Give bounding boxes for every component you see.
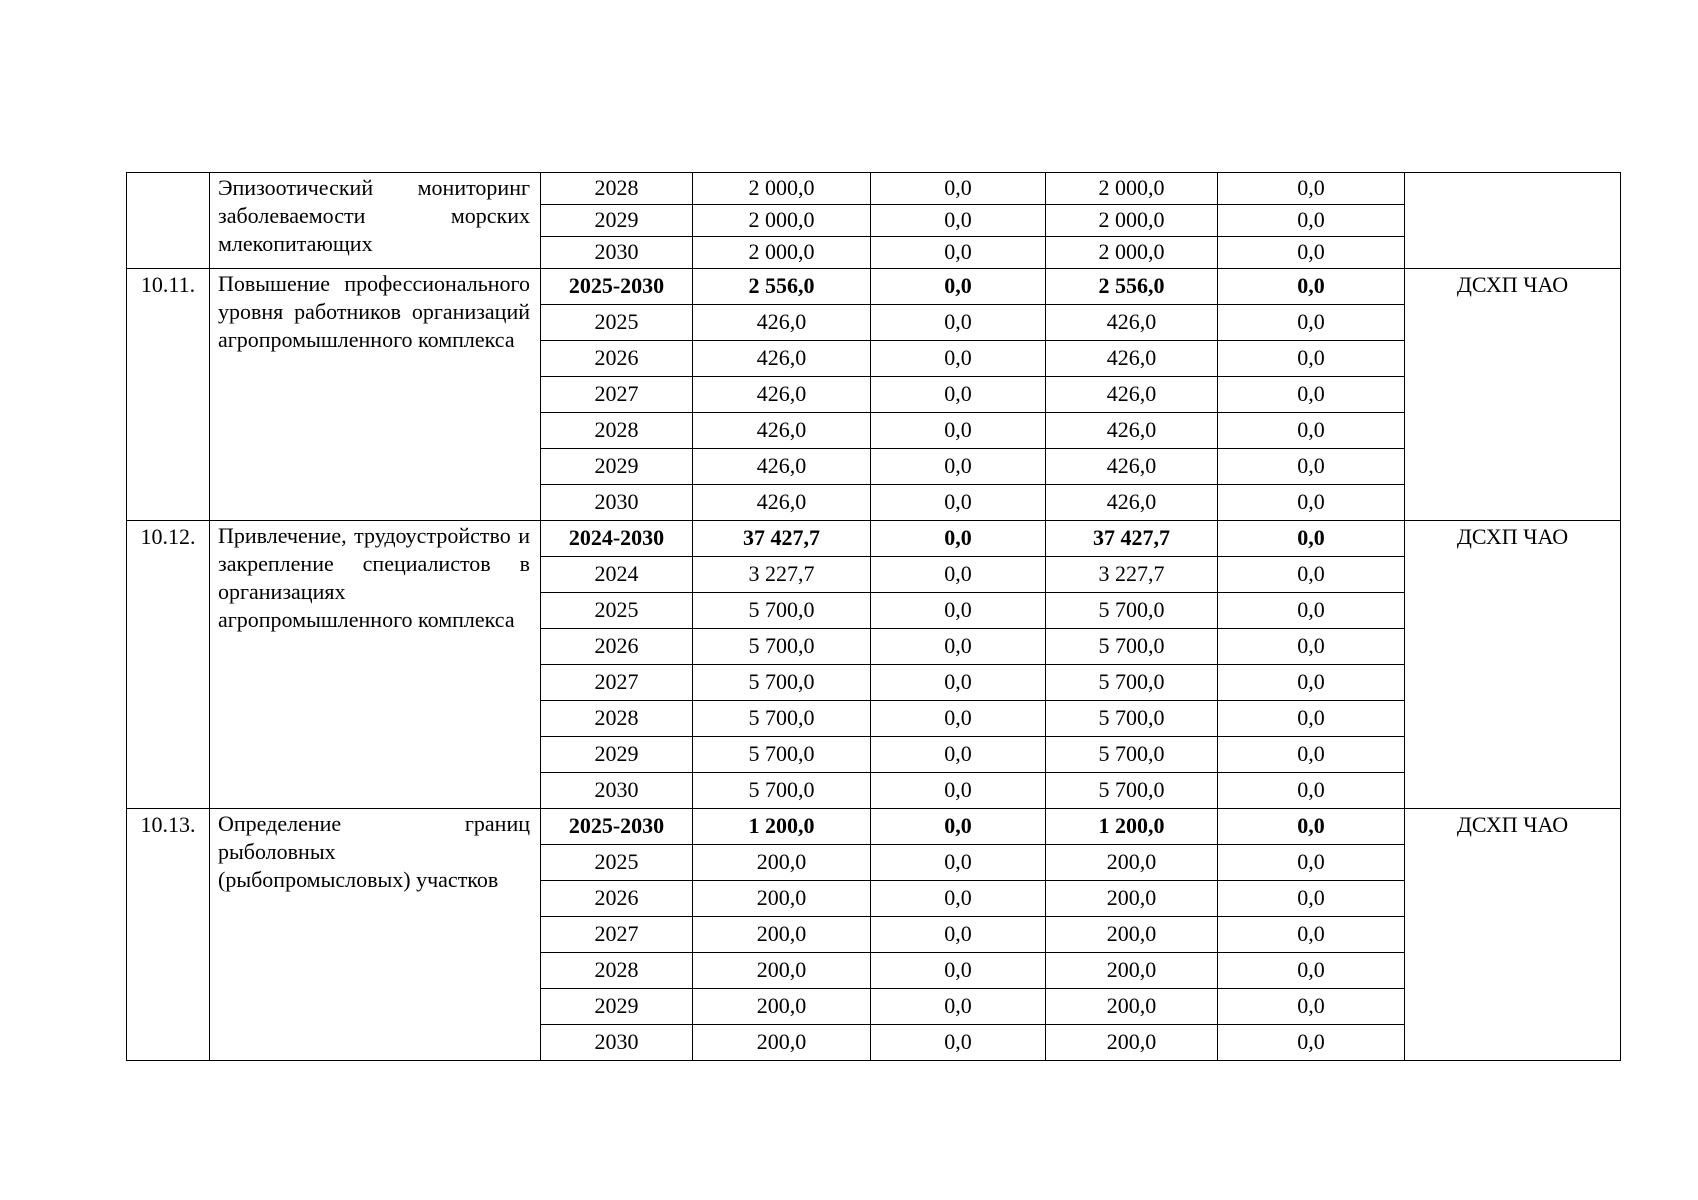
other-sources-cell: 0,0 — [1218, 557, 1405, 593]
federal-budget-cell: 0,0 — [871, 629, 1046, 665]
period-cell: 2030 — [541, 237, 693, 269]
table-row-total — [127, 521, 1621, 557]
other-sources-cell: 0,0 — [1218, 737, 1405, 773]
regional-budget-cell: 426,0 — [1046, 341, 1218, 377]
item-description: Определение границ рыболовных (рыбопромысловых) участков — [210, 809, 541, 1061]
total-amount-cell: 37 427,7 — [693, 521, 871, 557]
total-amount-cell: 3 227,7 — [693, 557, 871, 593]
period-cell: 2029 — [541, 737, 693, 773]
total-amount-cell: 426,0 — [693, 341, 871, 377]
item-number — [127, 173, 210, 269]
period-cell: 2029 — [541, 989, 693, 1025]
regional-budget-cell: 2 000,0 — [1046, 173, 1218, 205]
period-cell: 2026 — [541, 629, 693, 665]
total-amount-cell: 2 000,0 — [693, 237, 871, 269]
period-cell: 2027 — [541, 917, 693, 953]
other-sources-cell: 0,0 — [1218, 485, 1405, 521]
federal-budget-cell: 0,0 — [871, 269, 1046, 305]
regional-budget-cell: 200,0 — [1046, 917, 1218, 953]
other-sources-cell: 0,0 — [1218, 305, 1405, 341]
table-row-total — [127, 809, 1621, 845]
federal-budget-cell: 0,0 — [871, 665, 1046, 701]
item-description: Повышение профессионального уровня работников организаций агропромышленного комплекса — [210, 269, 541, 521]
other-sources-cell: 0,0 — [1218, 521, 1405, 557]
regional-budget-cell: 426,0 — [1046, 485, 1218, 521]
period-cell: 2026 — [541, 881, 693, 917]
regional-budget-cell: 200,0 — [1046, 989, 1218, 1025]
total-amount-cell: 2 000,0 — [693, 173, 871, 205]
regional-budget-cell: 5 700,0 — [1046, 665, 1218, 701]
federal-budget-cell: 0,0 — [871, 173, 1046, 205]
budget-table — [126, 172, 1621, 1061]
regional-budget-cell: 5 700,0 — [1046, 629, 1218, 665]
federal-budget-cell: 0,0 — [871, 773, 1046, 809]
responsible-executor — [1405, 173, 1621, 269]
federal-budget-cell: 0,0 — [871, 449, 1046, 485]
other-sources-cell: 0,0 — [1218, 809, 1405, 845]
federal-budget-cell: 0,0 — [871, 701, 1046, 737]
period-cell: 2028 — [541, 953, 693, 989]
total-amount-cell: 200,0 — [693, 989, 871, 1025]
total-amount-cell: 426,0 — [693, 449, 871, 485]
other-sources-cell: 0,0 — [1218, 665, 1405, 701]
other-sources-cell: 0,0 — [1218, 269, 1405, 305]
federal-budget-cell: 0,0 — [871, 237, 1046, 269]
responsible-executor: ДСХП ЧАО — [1405, 809, 1621, 1061]
total-amount-cell: 5 700,0 — [693, 737, 871, 773]
period-cell: 2030 — [541, 1025, 693, 1061]
federal-budget-cell: 0,0 — [871, 521, 1046, 557]
responsible-executor: ДСХП ЧАО — [1405, 269, 1621, 521]
period-cell: 2027 — [541, 665, 693, 701]
other-sources-cell: 0,0 — [1218, 173, 1405, 205]
other-sources-cell: 0,0 — [1218, 989, 1405, 1025]
period-cell: 2025 — [541, 305, 693, 341]
total-amount-cell: 5 700,0 — [693, 629, 871, 665]
regional-budget-cell: 200,0 — [1046, 845, 1218, 881]
federal-budget-cell: 0,0 — [871, 205, 1046, 237]
other-sources-cell: 0,0 — [1218, 917, 1405, 953]
table-body — [127, 173, 1621, 1061]
federal-budget-cell: 0,0 — [871, 953, 1046, 989]
total-amount-cell: 200,0 — [693, 845, 871, 881]
regional-budget-cell: 426,0 — [1046, 413, 1218, 449]
period-cell: 2030 — [541, 485, 693, 521]
total-amount-cell: 426,0 — [693, 377, 871, 413]
federal-budget-cell: 0,0 — [871, 989, 1046, 1025]
period-cell: 2028 — [541, 173, 693, 205]
federal-budget-cell: 0,0 — [871, 305, 1046, 341]
period-cell: 2028 — [541, 413, 693, 449]
federal-budget-cell: 0,0 — [871, 413, 1046, 449]
period-cell: 2030 — [541, 773, 693, 809]
regional-budget-cell: 37 427,7 — [1046, 521, 1218, 557]
regional-budget-cell: 2 556,0 — [1046, 269, 1218, 305]
regional-budget-cell: 5 700,0 — [1046, 701, 1218, 737]
regional-budget-cell: 426,0 — [1046, 449, 1218, 485]
other-sources-cell: 0,0 — [1218, 237, 1405, 269]
regional-budget-cell: 2 000,0 — [1046, 205, 1218, 237]
period-cell: 2027 — [541, 377, 693, 413]
total-amount-cell: 2 556,0 — [693, 269, 871, 305]
federal-budget-cell: 0,0 — [871, 593, 1046, 629]
item-description: Привлечение, трудоустройство и закрепление специалистов в организациях агропромышленного комплекса — [210, 521, 541, 809]
period-cell: 2025 — [541, 845, 693, 881]
item-number: 10.13. — [127, 809, 210, 1061]
total-amount-cell: 426,0 — [693, 485, 871, 521]
item-number: 10.12. — [127, 521, 210, 809]
total-amount-cell: 200,0 — [693, 953, 871, 989]
federal-budget-cell: 0,0 — [871, 737, 1046, 773]
federal-budget-cell: 0,0 — [871, 845, 1046, 881]
regional-budget-cell: 426,0 — [1046, 377, 1218, 413]
other-sources-cell: 0,0 — [1218, 377, 1405, 413]
total-amount-cell: 2 000,0 — [693, 205, 871, 237]
federal-budget-cell: 0,0 — [871, 809, 1046, 845]
item-description: Эпизоотический мониторинг заболеваемости морских млекопитающих — [210, 173, 541, 269]
table-row-total — [127, 269, 1621, 305]
federal-budget-cell: 0,0 — [871, 485, 1046, 521]
other-sources-cell: 0,0 — [1218, 449, 1405, 485]
total-amount-cell: 5 700,0 — [693, 701, 871, 737]
regional-budget-cell: 5 700,0 — [1046, 593, 1218, 629]
period-cell: 2028 — [541, 701, 693, 737]
federal-budget-cell: 0,0 — [871, 377, 1046, 413]
total-amount-cell: 1 200,0 — [693, 809, 871, 845]
total-amount-cell: 426,0 — [693, 413, 871, 449]
regional-budget-cell: 200,0 — [1046, 1025, 1218, 1061]
other-sources-cell: 0,0 — [1218, 845, 1405, 881]
period-cell: 2024 — [541, 557, 693, 593]
regional-budget-cell: 5 700,0 — [1046, 737, 1218, 773]
period-cell: 2025 — [541, 593, 693, 629]
regional-budget-cell: 200,0 — [1046, 881, 1218, 917]
other-sources-cell: 0,0 — [1218, 413, 1405, 449]
regional-budget-cell: 5 700,0 — [1046, 773, 1218, 809]
total-amount-cell: 426,0 — [693, 305, 871, 341]
other-sources-cell: 0,0 — [1218, 593, 1405, 629]
federal-budget-cell: 0,0 — [871, 557, 1046, 593]
total-amount-cell: 200,0 — [693, 917, 871, 953]
period-cell: 2026 — [541, 341, 693, 377]
other-sources-cell: 0,0 — [1218, 701, 1405, 737]
total-amount-cell: 200,0 — [693, 1025, 871, 1061]
other-sources-cell: 0,0 — [1218, 341, 1405, 377]
regional-budget-cell: 2 000,0 — [1046, 237, 1218, 269]
period-cell: 2025-2030 — [541, 809, 693, 845]
regional-budget-cell: 426,0 — [1046, 305, 1218, 341]
federal-budget-cell: 0,0 — [871, 341, 1046, 377]
other-sources-cell: 0,0 — [1218, 629, 1405, 665]
responsible-executor: ДСХП ЧАО — [1405, 521, 1621, 809]
table-row — [127, 173, 1621, 205]
regional-budget-cell: 200,0 — [1046, 953, 1218, 989]
period-cell: 2029 — [541, 449, 693, 485]
regional-budget-cell: 3 227,7 — [1046, 557, 1218, 593]
other-sources-cell: 0,0 — [1218, 1025, 1405, 1061]
total-amount-cell: 5 700,0 — [693, 593, 871, 629]
other-sources-cell: 0,0 — [1218, 773, 1405, 809]
other-sources-cell: 0,0 — [1218, 953, 1405, 989]
total-amount-cell: 5 700,0 — [693, 665, 871, 701]
other-sources-cell: 0,0 — [1218, 881, 1405, 917]
total-amount-cell: 200,0 — [693, 881, 871, 917]
other-sources-cell: 0,0 — [1218, 205, 1405, 237]
period-cell: 2025-2030 — [541, 269, 693, 305]
regional-budget-cell: 1 200,0 — [1046, 809, 1218, 845]
period-cell: 2024-2030 — [541, 521, 693, 557]
federal-budget-cell: 0,0 — [871, 1025, 1046, 1061]
federal-budget-cell: 0,0 — [871, 917, 1046, 953]
federal-budget-cell: 0,0 — [871, 881, 1046, 917]
item-number: 10.11. — [127, 269, 210, 521]
period-cell: 2029 — [541, 205, 693, 237]
total-amount-cell: 5 700,0 — [693, 773, 871, 809]
